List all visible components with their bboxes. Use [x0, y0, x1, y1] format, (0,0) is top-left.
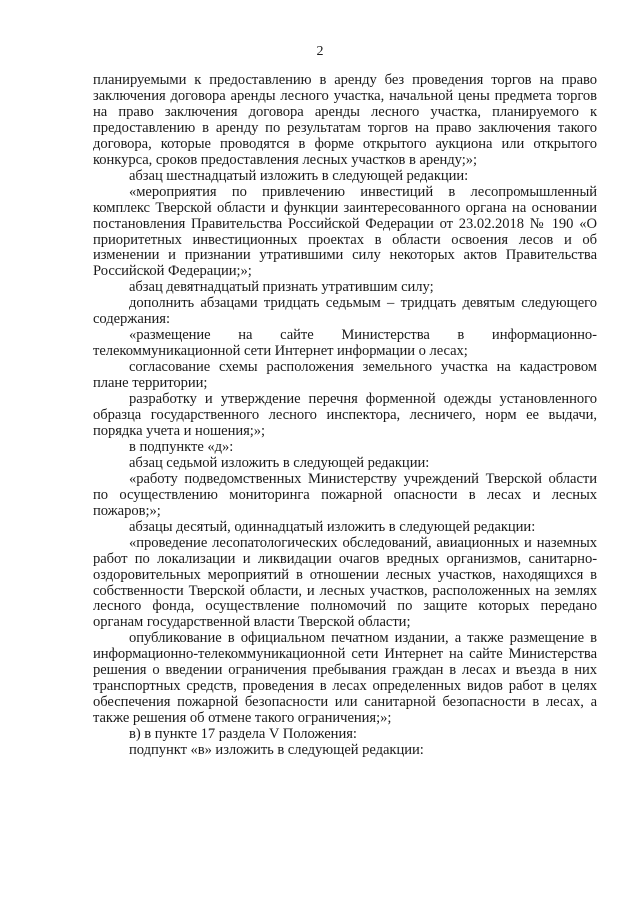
paragraph: абзац девятнадцатый признать утратившим силу; — [129, 279, 434, 296]
paragraph: абзацы десятый, одиннадцатый изложить в следующей редакции: — [129, 518, 536, 535]
paragraph: дополнить абзацами тридцать седьмым – тридцать девятым следующего содержания: — [93, 295, 597, 328]
paragraph: опубликование в официальном печатном издании, а также размещение в информационно-телекоммуникационной сети Интернет на сайте Министерства решения о введении ограничения пребывания граждан в лесах и въезда в них транспортных средств, проведения в лесах определенных видов работ в целях обеспечения пожарной безопасности или санитарной безопасности в лесах, а также решения об отмене такого ограничения;»; — [93, 630, 597, 727]
paragraph: разработку и утверждение перечня форменной одежды установленного образца государственного лесного инспектора, лесничего, норм ее выдачи, порядка учета и ношения;»; — [93, 391, 597, 439]
document-body — [93, 73, 597, 759]
paragraph-continuation: планируемыми к предоставлению в аренду без проведения торгов на право заключения договора аренды лесного участка, начальной цены предмета торгов на право заключения договора аренды лесного участка, планируемого к предоставлению в аренду по результатам торгов на право заключения такого договора, которые проводятся в форме открытого аукциона или открытого конкурса, сроков предоставления лесных участков в аренду;»; — [93, 72, 597, 168]
paragraph: абзац седьмой изложить в следующей редакции: — [129, 454, 430, 471]
paragraph: «работу подведомственных Министерству учреждений Тверской области по осуществлению мониторинга пожарной опасности в лесах и лесных пожаров;»; — [93, 470, 597, 519]
paragraph: «проведение лесопатологических обследований, авиационных и наземных работ по локализации и ликвидации очагов вредных организмов, санитарно-оздоровительных мероприятий в отношении лесных участков, находящихся в собственности Тверской области, и лесных участков, расположенных на землях лесного фонда, осуществление полномочий по защите которых передано органам государственной власти Тверской области; — [93, 534, 597, 631]
page-number: 2 — [316, 44, 324, 59]
paragraph: подпункт «в» изложить в следующей редакции: — [129, 742, 424, 759]
paragraph: в подпункте «д»: — [129, 438, 234, 455]
paragraph: абзац шестнадцатый изложить в следующей редакции: — [129, 167, 469, 184]
paragraph: «мероприятия по привлечению инвестиций в лесопромышленный комплекс Тверской области и функции заинтересованного органа на основании постановления Правительства Российской Федерации от 23.02.2018 № 190 «О приоритетных инвестиционных проектах в области освоения лесов и об изменении и признании утратившими силу некоторых актов Правительства Российской Федерации;»; — [93, 183, 597, 280]
paragraph: согласование схемы расположения земельного участка на кадастровом плане территории; — [93, 359, 597, 392]
paragraph: в) в пункте 17 раздела V Положения: — [129, 726, 357, 743]
paragraph: «размещение на сайте Министерства в информационно-телекоммуникационной сети Интернет информации о лесах; — [93, 327, 597, 360]
